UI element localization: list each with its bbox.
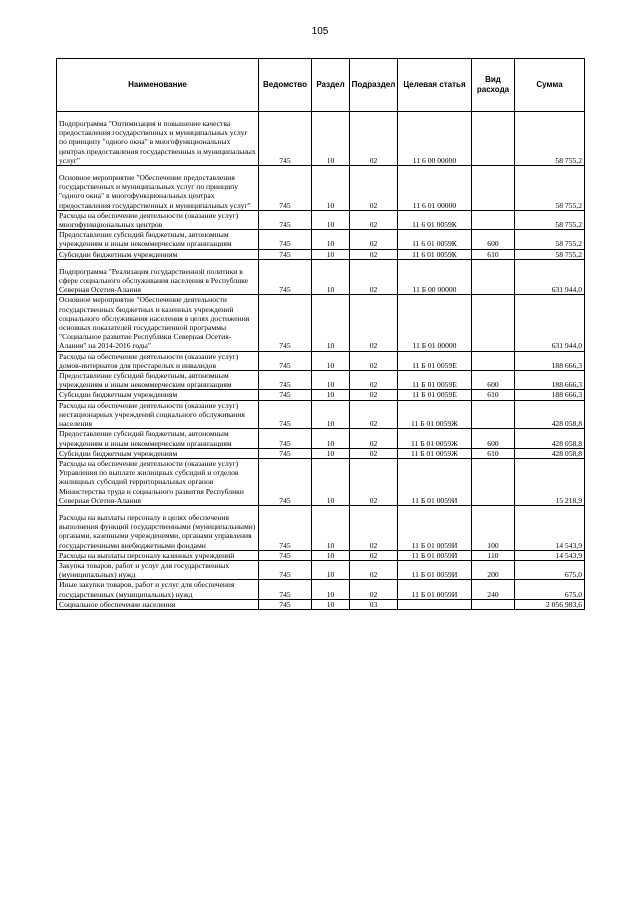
cell-name: Подпрограмма "Реализация государственной политики в сфере социального обслуживания населения в Республике Северная Осетия-Алания — [57, 259, 259, 295]
cell-subsection: 02 — [350, 448, 398, 458]
cell-section: 10 — [312, 560, 350, 579]
cell-sum: 675,0 — [515, 560, 585, 579]
cell-name: Предоставление субсидий бюджетным, автономным учреждениям и иным некоммерческим организациям — [57, 230, 259, 249]
cell-subsection: 02 — [350, 429, 398, 448]
cell-name: Расходы на выплаты персоналу казенных учреждений — [57, 550, 259, 560]
cell-subsection: 02 — [350, 505, 398, 550]
cell-name: Расходы на обеспечение деятельности (оказание услуг) Управления по выплате жилищных субсидий и отделов жилищных субсидий территориальных органов Министерства труда и социального развития Республики Северная Осетия-Алания — [57, 458, 259, 505]
cell-dept: 745 — [259, 560, 312, 579]
cell-target: 11 Б 01 0059Е — [398, 371, 472, 390]
cell-target: 11 Б 01 00000 — [398, 295, 472, 351]
cell-section: 10 — [312, 351, 350, 370]
cell-sum: 631 944,0 — [515, 295, 585, 351]
cell-dept: 745 — [259, 230, 312, 249]
table-row — [57, 448, 585, 458]
table-row — [57, 400, 585, 429]
cell-subsection: 02 — [350, 351, 398, 370]
cell-name: Закупка товаров, работ и услуг для государственных (муниципальных) нужд — [57, 560, 259, 579]
cell-dept: 745 — [259, 448, 312, 458]
cell-subsection: 02 — [350, 210, 398, 229]
cell-dept: 745 — [259, 429, 312, 448]
cell-target: 11 Б 01 0059Е — [398, 351, 472, 370]
cell-target: 11 Б 01 0059И — [398, 550, 472, 560]
table-row — [57, 295, 585, 351]
cell-sum: 14 543,9 — [515, 505, 585, 550]
cell-dept: 745 — [259, 550, 312, 560]
cell-kind — [472, 210, 515, 229]
cell-kind — [472, 112, 515, 166]
cell-name: Расходы на обеспечение деятельности (оказание услуг) нестационарных учреждений социального обслуживания населения — [57, 400, 259, 429]
cell-section: 10 — [312, 112, 350, 166]
table-header-row — [57, 59, 585, 112]
cell-kind: 610 — [472, 249, 515, 259]
cell-section: 10 — [312, 505, 350, 550]
cell-sum: 58 755,2 — [515, 166, 585, 211]
cell-name: Подпрограмма "Оптимизация и повышение качества предоставления государственных и муниципальных услуг по принципу "одного окна" в многофункциональных центрах предоставления государственных и муниципальных услуг" — [57, 112, 259, 166]
cell-dept: 745 — [259, 295, 312, 351]
cell-sum: 188 666,3 — [515, 390, 585, 400]
col-header-target: Целевая статья — [398, 59, 472, 112]
table-row — [57, 429, 585, 448]
cell-dept: 745 — [259, 458, 312, 505]
cell-dept: 745 — [259, 390, 312, 400]
cell-subsection: 02 — [350, 371, 398, 390]
col-header-name: Наименование — [57, 59, 259, 112]
cell-subsection: 02 — [350, 390, 398, 400]
cell-subsection: 02 — [350, 400, 398, 429]
cell-target: 11 6 01 0059К — [398, 210, 472, 229]
cell-kind: 110 — [472, 550, 515, 560]
page-number: 105 — [311, 26, 329, 37]
table-row — [57, 580, 585, 599]
table-row — [57, 505, 585, 550]
cell-section: 10 — [312, 448, 350, 458]
cell-section: 10 — [312, 295, 350, 351]
cell-section: 10 — [312, 230, 350, 249]
cell-dept: 745 — [259, 351, 312, 370]
cell-kind: 240 — [472, 580, 515, 599]
cell-sum: 2 056 983,6 — [515, 599, 585, 609]
cell-dept: 745 — [259, 400, 312, 429]
cell-sum: 631 944,0 — [515, 259, 585, 295]
cell-target: 11 6 00 00000 — [398, 112, 472, 166]
cell-target: 11 6 01 0059К — [398, 249, 472, 259]
cell-name: Субсидии бюджетным учреждениям — [57, 448, 259, 458]
cell-subsection: 02 — [350, 458, 398, 505]
cell-target: 11 Б 01 0059Ж — [398, 400, 472, 429]
cell-name: Предоставление субсидий бюджетным, автономным учреждениям и иным некоммерческим организациям — [57, 371, 259, 390]
cell-dept: 745 — [259, 249, 312, 259]
cell-section: 10 — [312, 580, 350, 599]
cell-sum: 675,0 — [515, 580, 585, 599]
cell-kind: 610 — [472, 448, 515, 458]
cell-sum: 58 755,2 — [515, 249, 585, 259]
cell-name: Субсидии бюджетным учреждениям — [57, 249, 259, 259]
cell-subsection: 02 — [350, 230, 398, 249]
cell-name: Социальное обеспечение населения — [57, 599, 259, 609]
cell-sum: 58 755,2 — [515, 230, 585, 249]
cell-dept: 745 — [259, 599, 312, 609]
cell-sum: 428 058,8 — [515, 400, 585, 429]
cell-dept: 745 — [259, 210, 312, 229]
cell-subsection: 02 — [350, 580, 398, 599]
cell-target: 11 6 01 00000 — [398, 166, 472, 211]
cell-kind: 600 — [472, 429, 515, 448]
cell-target: 11 Б 01 0059Ж — [398, 448, 472, 458]
cell-subsection: 02 — [350, 249, 398, 259]
cell-kind — [472, 166, 515, 211]
cell-kind — [472, 259, 515, 295]
table-row — [57, 210, 585, 229]
cell-subsection: 03 — [350, 599, 398, 609]
cell-dept: 745 — [259, 112, 312, 166]
cell-subsection: 02 — [350, 259, 398, 295]
cell-name: Субсидии бюджетным учреждениям — [57, 390, 259, 400]
cell-section: 10 — [312, 400, 350, 429]
cell-dept: 745 — [259, 505, 312, 550]
cell-subsection: 02 — [350, 295, 398, 351]
col-header-subsection: Подраздел — [350, 59, 398, 112]
cell-dept: 745 — [259, 371, 312, 390]
cell-kind — [472, 458, 515, 505]
cell-name: Расходы на обеспечение деятельности (оказание услуг) многофункциональных центров — [57, 210, 259, 229]
cell-dept: 745 — [259, 580, 312, 599]
cell-target: 11 Б 01 0059И — [398, 580, 472, 599]
cell-subsection: 02 — [350, 560, 398, 579]
cell-name: Иные закупки товаров, работ и услуг для обеспечения государственных (муниципальных) нужд — [57, 580, 259, 599]
table-row — [57, 166, 585, 211]
cell-target: 11 Б 01 0059И — [398, 458, 472, 505]
cell-sum: 428 058,8 — [515, 429, 585, 448]
cell-sum: 188 666,3 — [515, 371, 585, 390]
table-row — [57, 249, 585, 259]
cell-name: Расходы на обеспечение деятельности (оказание услуг) домов-интернатов для престарелых и инвалидов — [57, 351, 259, 370]
table-row — [57, 259, 585, 295]
cell-sum: 428 058,8 — [515, 448, 585, 458]
cell-target: 11 Б 00 00000 — [398, 259, 472, 295]
table-row — [57, 371, 585, 390]
cell-section: 10 — [312, 550, 350, 560]
cell-section: 10 — [312, 166, 350, 211]
cell-kind — [472, 599, 515, 609]
cell-subsection: 02 — [350, 550, 398, 560]
cell-name: Основное мероприятие "Обеспечение деятельности государственных бюджетных и казенных учреждений социального обслуживания населения в целях достижения основных показателей государственной программы "Социальное развитие Республики Северная Осетия-Алания" на 2014-2016 годы" — [57, 295, 259, 351]
col-header-sum: Сумма — [515, 59, 585, 112]
cell-kind — [472, 400, 515, 429]
cell-section: 10 — [312, 249, 350, 259]
col-header-dept: Ведомство — [259, 59, 312, 112]
cell-section: 10 — [312, 458, 350, 505]
cell-target: 11 Б 01 0059Ж — [398, 429, 472, 448]
cell-subsection: 02 — [350, 112, 398, 166]
table-row — [57, 550, 585, 560]
cell-sum: 58 755,2 — [515, 112, 585, 166]
cell-name: Расходы на выплаты персоналу в целях обеспечения выполнения функций государственными (муниципальными) органами, казенными учреждениями, органами управления государственными внебюджетными фондами — [57, 505, 259, 550]
cell-sum: 14 543,9 — [515, 550, 585, 560]
cell-kind — [472, 351, 515, 370]
cell-target: 11 Б 01 0059И — [398, 560, 472, 579]
table-row — [57, 599, 585, 609]
cell-kind: 200 — [472, 560, 515, 579]
cell-kind: 100 — [472, 505, 515, 550]
cell-target: 11 Б 01 0059Е — [398, 390, 472, 400]
budget-table — [56, 58, 585, 610]
cell-name: Предоставление субсидий бюджетным, автономным учреждениям и иным некоммерческим организациям — [57, 429, 259, 448]
cell-kind: 600 — [472, 371, 515, 390]
table-row — [57, 458, 585, 505]
cell-dept: 745 — [259, 166, 312, 211]
cell-target: 11 6 01 0059К — [398, 230, 472, 249]
table-row — [57, 230, 585, 249]
cell-section: 10 — [312, 429, 350, 448]
cell-name: Основное мероприятие "Обеспечение предоставления государственных и муниципальных услуг по принципу "одного окна" в многофункциональных центрах предоставления государственных и муниципальных услуг" — [57, 166, 259, 211]
cell-section: 10 — [312, 259, 350, 295]
cell-section: 10 — [312, 371, 350, 390]
cell-kind: 600 — [472, 230, 515, 249]
col-header-section: Раздел — [312, 59, 350, 112]
cell-section: 10 — [312, 210, 350, 229]
cell-section: 10 — [312, 599, 350, 609]
table-row — [57, 351, 585, 370]
cell-target — [398, 599, 472, 609]
cell-kind — [472, 295, 515, 351]
cell-kind: 610 — [472, 390, 515, 400]
table-row — [57, 390, 585, 400]
cell-target: 11 Б 01 0059И — [398, 505, 472, 550]
cell-sum: 15 218,9 — [515, 458, 585, 505]
cell-subsection: 02 — [350, 166, 398, 211]
col-header-kind: Вид расхода — [472, 59, 515, 112]
cell-section: 10 — [312, 390, 350, 400]
table-row — [57, 560, 585, 579]
table-row — [57, 112, 585, 166]
cell-sum: 188 666,3 — [515, 351, 585, 370]
cell-dept: 745 — [259, 259, 312, 295]
cell-sum: 58 755,2 — [515, 210, 585, 229]
